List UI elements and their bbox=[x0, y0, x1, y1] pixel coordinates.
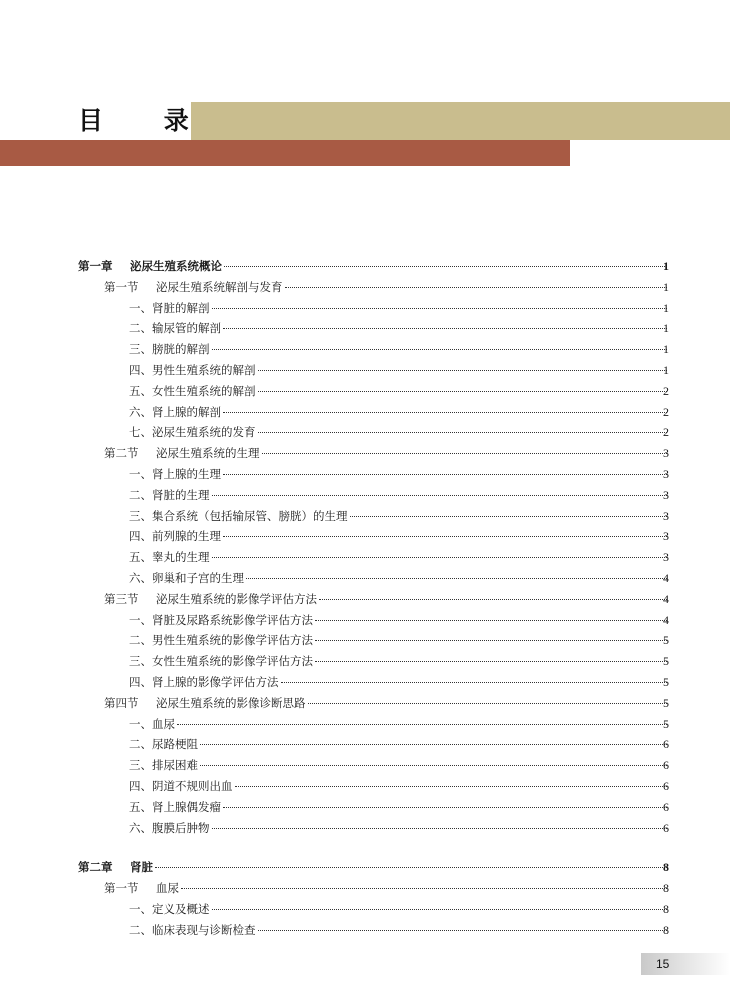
toc-entry-title: 男性生殖系统的解剖 bbox=[152, 362, 256, 377]
toc-item-row[interactable] bbox=[0, 464, 730, 485]
toc-dot-leader bbox=[200, 765, 667, 766]
toc-entry-number: 一、 bbox=[129, 612, 152, 627]
toc-entry-number: 第四节 bbox=[104, 695, 139, 710]
toc-entry-title: 卵巢和子宫的生理 bbox=[152, 570, 244, 585]
toc-chapter-row[interactable] bbox=[0, 857, 730, 878]
toc-entry-page: 5 bbox=[663, 633, 669, 648]
toc-entry-number: 三、 bbox=[129, 342, 152, 357]
toc-entry-page: 5 bbox=[663, 695, 669, 710]
toc-entry-number: 四、 bbox=[129, 674, 152, 689]
toc-entry-page: 1 bbox=[663, 342, 669, 357]
toc-item-row[interactable] bbox=[0, 526, 730, 547]
toc-entry-title: 女性生殖系统的影像学评估方法 bbox=[152, 654, 313, 669]
toc-entry-number: 第一节 bbox=[104, 881, 139, 896]
toc-entry-title: 女性生殖系统的解剖 bbox=[152, 383, 256, 398]
toc-entry-title: 肾上腺的影像学评估方法 bbox=[152, 674, 279, 689]
toc-dot-leader bbox=[212, 909, 668, 910]
toc-entry-page: 1 bbox=[663, 259, 669, 273]
toc-item-row[interactable] bbox=[0, 298, 730, 319]
toc-entry-page: 1 bbox=[663, 362, 669, 377]
toc-dot-leader bbox=[315, 661, 667, 662]
toc-entry-page: 5 bbox=[663, 654, 669, 669]
toc-entry-title: 阴道不规则出血 bbox=[152, 778, 233, 793]
toc-entry-number: 二、 bbox=[129, 922, 152, 937]
toc-entry-number: 二、 bbox=[129, 487, 152, 502]
toc-section-row[interactable] bbox=[0, 277, 730, 298]
toc-entry-page: 5 bbox=[663, 674, 669, 689]
toc-entry-page: 4 bbox=[663, 612, 669, 627]
toc-item-row[interactable] bbox=[0, 422, 730, 443]
toc-entry-number: 六、 bbox=[129, 404, 152, 419]
toc-entry-number: 六、 bbox=[129, 820, 152, 835]
toc-entry-number: 一、 bbox=[129, 901, 152, 916]
toc-entry-title: 血尿 bbox=[152, 716, 175, 731]
toc-entry-page: 6 bbox=[663, 737, 669, 752]
toc-entry-number: 一、 bbox=[129, 716, 152, 731]
toc-entry-page: 1 bbox=[663, 321, 669, 336]
toc-dot-leader bbox=[223, 412, 667, 413]
toc-dot-leader bbox=[212, 349, 668, 350]
toc-entry-number: 五、 bbox=[129, 550, 152, 565]
toc-entry-number: 第一节 bbox=[104, 279, 139, 294]
toc-entry-number: 二、 bbox=[129, 321, 152, 336]
toc-entry-number: 四、 bbox=[129, 529, 152, 544]
toc-entry-title: 膀胱的解剖 bbox=[152, 342, 210, 357]
header-band-tan bbox=[191, 102, 730, 140]
toc-entry-number: 四、 bbox=[129, 778, 152, 793]
toc-entry-number: 三、 bbox=[129, 508, 152, 523]
toc-item-row[interactable] bbox=[0, 547, 730, 568]
toc-entry-page: 6 bbox=[663, 778, 669, 793]
toc-entry-page: 2 bbox=[663, 404, 669, 419]
toc-entry-page: 3 bbox=[663, 446, 669, 461]
toc-item-row[interactable] bbox=[0, 651, 730, 672]
toc-entry-title: 泌尿生殖系统的影像诊断思路 bbox=[156, 695, 306, 710]
toc-item-row[interactable] bbox=[0, 920, 730, 941]
toc-item-row[interactable] bbox=[0, 672, 730, 693]
toc-entry-number: 三、 bbox=[129, 654, 152, 669]
toc-entry-number: 五、 bbox=[129, 799, 152, 814]
toc-entry-title: 腹膜后肿物 bbox=[152, 820, 210, 835]
toc-item-row[interactable] bbox=[0, 360, 730, 381]
toc-dot-leader bbox=[258, 930, 668, 931]
toc-item-row[interactable] bbox=[0, 339, 730, 360]
toc-entry-page: 8 bbox=[663, 922, 669, 937]
toc-dot-leader bbox=[181, 888, 667, 889]
toc-item-row[interactable] bbox=[0, 714, 730, 735]
toc-entry-number: 二、 bbox=[129, 633, 152, 648]
toc-entry-page: 4 bbox=[663, 591, 669, 606]
toc-entry-page: 2 bbox=[663, 425, 669, 440]
toc-dot-leader bbox=[223, 536, 667, 537]
toc-entry-title: 临床表现与诊断检查 bbox=[152, 922, 256, 937]
toc-entry-page: 6 bbox=[663, 820, 669, 835]
toc-item-row[interactable] bbox=[0, 630, 730, 651]
toc-item-row[interactable] bbox=[0, 506, 730, 527]
toc-item-row[interactable] bbox=[0, 381, 730, 402]
toc-entry-page: 8 bbox=[663, 860, 669, 875]
toc-entry-title: 输尿管的解剖 bbox=[152, 321, 221, 336]
toc-dot-leader bbox=[246, 578, 667, 579]
toc-entry-page: 5 bbox=[663, 716, 669, 731]
toc-dot-leader bbox=[224, 266, 667, 267]
toc-item-row[interactable] bbox=[0, 899, 730, 920]
toc-entry-number: 三、 bbox=[129, 758, 152, 773]
toc-entry-title: 集合系统（包括输尿管、膀胱）的生理 bbox=[152, 508, 348, 523]
toc-entry-title: 排尿困难 bbox=[152, 758, 198, 773]
toc-item-row[interactable] bbox=[0, 734, 730, 755]
toc-item-row[interactable] bbox=[0, 402, 730, 423]
toc-entry-page: 3 bbox=[663, 487, 669, 502]
toc-entry-title: 血尿 bbox=[156, 881, 179, 896]
toc-entry-page: 2 bbox=[663, 383, 669, 398]
toc-entry-title: 肾脏的解剖 bbox=[152, 300, 210, 315]
toc-entry-page: 1 bbox=[663, 279, 669, 294]
toc-section-row[interactable] bbox=[0, 589, 730, 610]
toc-dot-leader bbox=[155, 867, 667, 868]
toc-entry-title: 睾丸的生理 bbox=[152, 550, 210, 565]
toc-dot-leader bbox=[223, 328, 667, 329]
toc-item-row[interactable] bbox=[0, 797, 730, 818]
toc-entry-page: 3 bbox=[663, 466, 669, 481]
toc-dot-leader bbox=[281, 682, 668, 683]
toc-entry-page: 1 bbox=[663, 300, 669, 315]
toc-entry-title: 泌尿生殖系统概论 bbox=[130, 259, 222, 273]
toc-entry-number: 七、 bbox=[129, 425, 152, 440]
toc-entry-title: 肾脏及尿路系统影像学评估方法 bbox=[152, 612, 313, 627]
toc-section-row[interactable] bbox=[0, 693, 730, 714]
toc-entry-number: 六、 bbox=[129, 570, 152, 585]
toc-dot-leader bbox=[285, 287, 668, 288]
toc-item-row[interactable] bbox=[0, 755, 730, 776]
toc-entry-page: 3 bbox=[663, 550, 669, 565]
toc-item-row[interactable] bbox=[0, 485, 730, 506]
toc-chapter-row[interactable] bbox=[0, 256, 730, 277]
toc-dot-leader bbox=[258, 370, 668, 371]
toc-dot-leader bbox=[212, 308, 668, 309]
toc-entry-number: 二、 bbox=[129, 737, 152, 752]
toc-entry-page: 4 bbox=[663, 570, 669, 585]
toc-dot-leader bbox=[177, 724, 667, 725]
toc-entry-page: 8 bbox=[663, 881, 669, 896]
toc-entry-title: 肾脏 bbox=[130, 860, 153, 875]
header-band-red bbox=[0, 140, 570, 166]
toc-section-row[interactable] bbox=[0, 878, 730, 899]
toc-dot-leader bbox=[200, 744, 667, 745]
toc-entry-number: 第三节 bbox=[104, 591, 139, 606]
toc-dot-leader bbox=[223, 807, 667, 808]
toc-entry-number: 第二章 bbox=[78, 860, 113, 875]
toc-item-row[interactable] bbox=[0, 776, 730, 797]
table-of-contents bbox=[0, 256, 730, 941]
toc-entry-page: 3 bbox=[663, 529, 669, 544]
toc-entry-title: 尿路梗阻 bbox=[152, 737, 198, 752]
page-number: 15 bbox=[656, 957, 670, 971]
toc-entry-title: 泌尿生殖系统的影像学评估方法 bbox=[156, 591, 317, 606]
toc-entry-title: 前列腺的生理 bbox=[152, 529, 221, 544]
toc-entry-number: 一、 bbox=[129, 300, 152, 315]
toc-dot-leader bbox=[258, 391, 668, 392]
toc-entry-number: 四、 bbox=[129, 362, 152, 377]
toc-section-row[interactable] bbox=[0, 443, 730, 464]
toc-dot-leader bbox=[319, 599, 667, 600]
toc-dot-leader bbox=[212, 557, 668, 558]
toc-item-row[interactable] bbox=[0, 568, 730, 589]
toc-entry-title: 泌尿生殖系统解剖与发育 bbox=[156, 279, 283, 294]
toc-dot-leader bbox=[212, 495, 668, 496]
toc-entry-title: 泌尿生殖系统的生理 bbox=[156, 446, 260, 461]
page-number-tab bbox=[641, 953, 730, 975]
toc-dot-leader bbox=[258, 432, 668, 433]
toc-dot-leader bbox=[315, 640, 667, 641]
toc-dot-leader bbox=[212, 828, 668, 829]
toc-entry-page: 6 bbox=[663, 758, 669, 773]
toc-entry-title: 肾上腺偶发瘤 bbox=[152, 799, 221, 814]
toc-entry-number: 五、 bbox=[129, 383, 152, 398]
toc-dot-leader bbox=[262, 453, 668, 454]
toc-item-row[interactable] bbox=[0, 818, 730, 839]
toc-entry-title: 男性生殖系统的影像学评估方法 bbox=[152, 633, 313, 648]
toc-dot-leader bbox=[223, 474, 667, 475]
toc-item-row[interactable] bbox=[0, 610, 730, 631]
toc-entry-title: 肾脏的生理 bbox=[152, 487, 210, 502]
toc-entry-title: 泌尿生殖系统的发育 bbox=[152, 425, 256, 440]
toc-entry-number: 第二节 bbox=[104, 446, 139, 461]
toc-entry-page: 3 bbox=[663, 508, 669, 523]
toc-entry-title: 肾上腺的生理 bbox=[152, 466, 221, 481]
toc-item-row[interactable] bbox=[0, 318, 730, 339]
toc-dot-leader bbox=[350, 516, 668, 517]
page-title: 目 录 bbox=[78, 106, 215, 135]
toc-dot-leader bbox=[235, 786, 668, 787]
toc-entry-number: 一、 bbox=[129, 466, 152, 481]
toc-entry-page: 6 bbox=[663, 799, 669, 814]
toc-dot-leader bbox=[315, 620, 667, 621]
toc-dot-leader bbox=[308, 703, 668, 704]
toc-entry-title: 定义及概述 bbox=[152, 901, 210, 916]
toc-entry-title: 肾上腺的解剖 bbox=[152, 404, 221, 419]
toc-entry-number: 第一章 bbox=[78, 259, 113, 273]
toc-entry-page: 8 bbox=[663, 901, 669, 916]
